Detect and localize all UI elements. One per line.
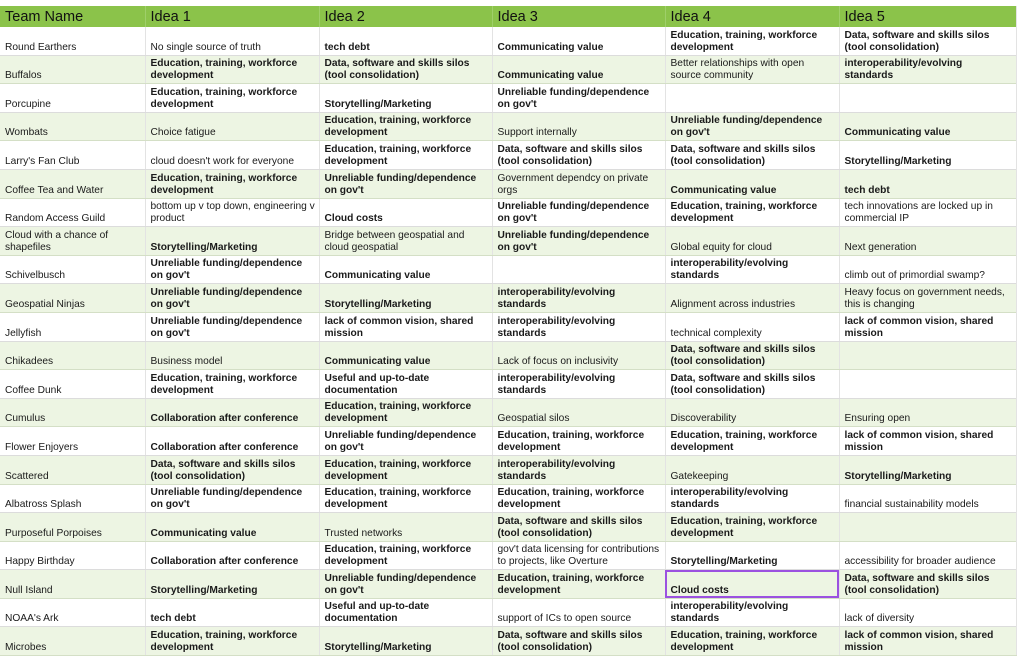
grid-body [0,27,1016,656]
table-row [0,255,1016,284]
header-team-name[interactable]: Team Name [0,6,145,27]
table-row [0,370,1016,399]
table-row [0,541,1016,570]
idea-cell[interactable]: Communicating value [839,112,1016,141]
idea-cell[interactable]: Storytelling/Marketing [145,570,319,599]
idea-cell[interactable]: Unreliable funding/dependence on gov't [665,112,839,141]
idea-cell[interactable]: No single source of truth [145,27,319,55]
idea-cell[interactable] [839,370,1016,399]
idea-cell[interactable]: Communicating value [492,27,665,55]
idea-cell[interactable]: Storytelling/Marketing [319,84,492,113]
idea-cell[interactable]: interoperability/evolving standards [492,455,665,484]
selected-cell[interactable]: Cloud costs [665,570,839,599]
idea-cell[interactable]: Data, software and skills silos (tool consolidation) [145,455,319,484]
team-name-cell[interactable]: Porcupine [0,84,145,113]
idea-cell[interactable]: Education, training, workforce development [665,198,839,227]
idea-cell[interactable]: Communicating value [145,513,319,542]
idea-cell[interactable]: lack of common vision, shared mission [839,627,1016,656]
idea-cell[interactable]: Unreliable funding/dependence on gov't [319,427,492,456]
idea-cell[interactable]: Data, software and skills silos (tool consolidation) [492,513,665,542]
team-name-cell[interactable]: NOAA's Ark [0,598,145,627]
idea-cell[interactable]: financial sustainability models [839,484,1016,513]
team-name-cell[interactable]: Larry's Fan Club [0,141,145,170]
idea-cell[interactable]: Data, software and skills silos (tool consolidation) [319,55,492,84]
idea-cell[interactable]: Education, training, workforce development [492,484,665,513]
idea-cell[interactable]: Gatekeeping [665,455,839,484]
idea-cell[interactable]: Useful and up-to-date documentation [319,370,492,399]
table-row [0,169,1016,198]
team-name-cell[interactable]: Buffalos [0,55,145,84]
spreadsheet-grid [0,6,1017,656]
team-name-cell[interactable]: Scattered [0,455,145,484]
table-row [0,484,1016,513]
idea-cell[interactable]: Education, training, workforce development [145,169,319,198]
idea-cell[interactable]: Geospatial silos [492,398,665,427]
idea-cell[interactable]: Unreliable funding/dependence on gov't [492,198,665,227]
idea-cell[interactable]: support of ICs to open source [492,598,665,627]
team-name-cell[interactable]: Microbes [0,627,145,656]
idea-cell[interactable]: Storytelling/Marketing [665,541,839,570]
table-row [0,27,1016,55]
idea-cell[interactable]: Education, training, workforce development [319,141,492,170]
team-name-cell[interactable]: Happy Birthday [0,541,145,570]
idea-cell[interactable] [839,341,1016,370]
header-idea-2[interactable]: Idea 2 [319,6,492,27]
idea-cell[interactable]: Support internally [492,112,665,141]
table-row [0,598,1016,627]
table-row [0,627,1016,656]
idea-cell[interactable]: Unreliable funding/dependence on gov't [319,570,492,599]
team-name-cell[interactable]: Round Earthers [0,27,145,55]
table-row [0,513,1016,542]
idea-cell[interactable]: Communicating value [665,169,839,198]
header-row [0,6,1016,27]
team-name-cell[interactable]: Albatross Splash [0,484,145,513]
idea-cell[interactable]: Education, training, workforce development [665,627,839,656]
idea-cell[interactable]: Next generation [839,227,1016,256]
idea-cell[interactable]: interoperability/evolving standards [665,484,839,513]
idea-cell[interactable]: Education, training, workforce development [665,513,839,542]
idea-cell[interactable]: Collaboration after conference [145,398,319,427]
table-row [0,227,1016,256]
idea-cell[interactable]: Business model [145,341,319,370]
table-row [0,398,1016,427]
idea-cell[interactable] [839,513,1016,542]
idea-cell[interactable]: bottom up v top down, engineering v product [145,198,319,227]
team-name-cell[interactable]: Chikadees [0,341,145,370]
idea-cell[interactable]: Education, training, workforce development [319,112,492,141]
table-row [0,427,1016,456]
table-row [0,284,1016,313]
idea-cell[interactable]: interoperability/evolving standards [665,598,839,627]
idea-cell[interactable]: Unreliable funding/dependence on gov't [492,227,665,256]
idea-cell[interactable]: Data, software and skills silos (tool consolidation) [492,627,665,656]
idea-cell[interactable]: Education, training, workforce development [492,570,665,599]
idea-cell[interactable]: lack of common vision, shared mission [839,312,1016,341]
header-idea-4[interactable]: Idea 4 [665,6,839,27]
idea-cell[interactable]: interoperability/evolving standards [492,312,665,341]
idea-cell[interactable]: interoperability/evolving standards [665,255,839,284]
idea-cell[interactable]: Education, training, workforce development [319,541,492,570]
idea-cell[interactable]: accessibility for broader audience [839,541,1016,570]
idea-cell[interactable]: Useful and up-to-date documentation [319,598,492,627]
idea-cell[interactable]: Education, training, workforce development [665,27,839,55]
table-row [0,55,1016,84]
idea-cell[interactable]: cloud doesn't work for everyone [145,141,319,170]
idea-cell[interactable]: tech innovations are locked up in commercial IP [839,198,1016,227]
idea-cell[interactable]: Bridge between geospatial and cloud geospatial [319,227,492,256]
table-row [0,312,1016,341]
next-column-edge [1016,6,1023,637]
idea-cell[interactable]: Education, training, workforce development [145,55,319,84]
idea-cell[interactable]: Storytelling/Marketing [319,284,492,313]
idea-cell[interactable]: Education, training, workforce development [145,627,319,656]
team-name-cell[interactable]: Flower Enjoyers [0,427,145,456]
idea-cell[interactable] [492,255,665,284]
idea-cell[interactable]: Storytelling/Marketing [839,141,1016,170]
header-idea-3[interactable]: Idea 3 [492,6,665,27]
table-row [0,84,1016,113]
idea-cell[interactable]: Data, software and skills silos (tool consolidation) [665,370,839,399]
idea-cell[interactable]: tech debt [319,27,492,55]
table-row [0,570,1016,599]
table-row [0,112,1016,141]
team-name-cell[interactable]: Random Access Guild [0,198,145,227]
table-row [0,341,1016,370]
table-row [0,141,1016,170]
idea-cell[interactable]: interoperability/evolving standards [492,284,665,313]
idea-cell[interactable]: Education, training, workforce development [492,427,665,456]
idea-cell[interactable]: Education, training, workforce development [665,427,839,456]
idea-cell[interactable]: lack of common vision, shared mission [319,312,492,341]
team-name-cell[interactable]: Jellyfish [0,312,145,341]
idea-cell[interactable]: Cloud costs [319,198,492,227]
idea-cell[interactable]: Education, training, workforce development [319,484,492,513]
idea-cell[interactable]: Trusted networks [319,513,492,542]
idea-cell[interactable]: Lack of focus on inclusivity [492,341,665,370]
idea-cell[interactable]: Unreliable funding/dependence on gov't [145,312,319,341]
header-idea-1[interactable]: Idea 1 [145,6,319,27]
idea-cell[interactable]: Collaboration after conference [145,427,319,456]
idea-cell[interactable]: Education, training, workforce development [145,370,319,399]
idea-cell[interactable]: Ensuring open [839,398,1016,427]
idea-cell[interactable]: Communicating value [492,55,665,84]
team-name-cell[interactable]: Wombats [0,112,145,141]
idea-cell[interactable]: climb out of primordial swamp? [839,255,1016,284]
idea-cell[interactable]: Education, training, workforce development [319,455,492,484]
idea-cell[interactable]: Discoverability [665,398,839,427]
team-name-cell[interactable]: Coffee Tea and Water [0,169,145,198]
idea-cell[interactable]: Unreliable funding/dependence on gov't [145,484,319,513]
idea-cell[interactable]: Data, software and skills silos (tool consolidation) [492,141,665,170]
idea-cell[interactable]: Heavy focus on government needs, this is changing [839,284,1016,313]
team-name-cell[interactable]: Null Island [0,570,145,599]
idea-cell[interactable]: Communicating value [319,255,492,284]
idea-cell[interactable]: Communicating value [319,341,492,370]
idea-cell[interactable]: Data, software and skills silos (tool consolidation) [839,27,1016,55]
header-idea-5[interactable]: Idea 5 [839,6,1016,27]
idea-cell[interactable]: interoperability/evolving standards [839,55,1016,84]
idea-cell[interactable]: lack of diversity [839,598,1016,627]
idea-cell[interactable]: tech debt [145,598,319,627]
idea-cell[interactable]: tech debt [839,169,1016,198]
idea-cell[interactable]: Data, software and skills silos (tool consolidation) [839,570,1016,599]
idea-cell[interactable] [839,84,1016,113]
team-name-cell[interactable]: Cumulus [0,398,145,427]
idea-cell[interactable]: Better relationships with open source community [665,55,839,84]
idea-cell[interactable]: gov't data licensing for contributions to projects, like Overture [492,541,665,570]
idea-cell[interactable]: Data, software and skills silos (tool consolidation) [665,141,839,170]
idea-cell[interactable]: interoperability/evolving standards [492,370,665,399]
idea-cell[interactable]: Unreliable funding/dependence on gov't [319,169,492,198]
idea-cell[interactable]: Collaboration after conference [145,541,319,570]
idea-cell[interactable]: Education, training, workforce development [319,398,492,427]
team-name-cell[interactable]: Purposeful Porpoises [0,513,145,542]
idea-cell[interactable] [665,84,839,113]
team-name-cell[interactable]: Schivelbusch [0,255,145,284]
idea-cell[interactable]: Data, software and skills silos (tool consolidation) [665,341,839,370]
idea-cell[interactable]: Global equity for cloud [665,227,839,256]
idea-cell[interactable]: Government dependcy on private orgs [492,169,665,198]
idea-cell[interactable]: Unreliable funding/dependence on gov't [145,284,319,313]
team-name-cell[interactable]: Geospatial Ninjas [0,284,145,313]
idea-cell[interactable]: Unreliable funding/dependence on gov't [492,84,665,113]
idea-cell[interactable]: technical complexity [665,312,839,341]
team-name-cell[interactable]: Coffee Dunk [0,370,145,399]
idea-cell[interactable]: lack of common vision, shared mission [839,427,1016,456]
team-name-cell[interactable]: Cloud with a chance of shapefiles [0,227,145,256]
table-row [0,198,1016,227]
idea-cell[interactable]: Unreliable funding/dependence on gov't [145,255,319,284]
idea-cell[interactable]: Choice fatigue [145,112,319,141]
idea-cell[interactable]: Storytelling/Marketing [839,455,1016,484]
table-row [0,455,1016,484]
idea-cell[interactable]: Storytelling/Marketing [145,227,319,256]
idea-cell[interactable]: Education, training, workforce development [145,84,319,113]
idea-cell[interactable]: Storytelling/Marketing [319,627,492,656]
idea-cell[interactable]: Alignment across industries [665,284,839,313]
